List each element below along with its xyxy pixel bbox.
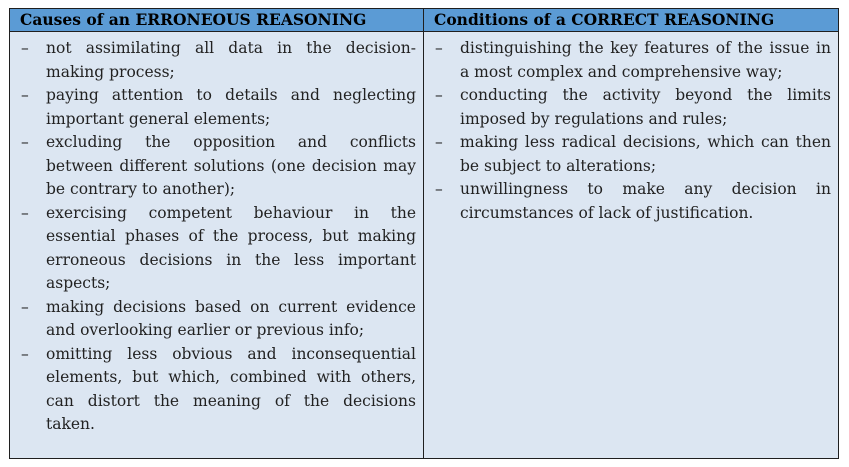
dash-bullet: – — [435, 39, 443, 57]
correct-conditions-list — [433, 37, 831, 225]
erroneous-causes-list — [19, 37, 416, 437]
list-item — [19, 84, 416, 131]
list-item-text: omitting less obvious and inconsequential elements, but which, combined with others, can distort the meaning of the decisions taken. — [46, 344, 416, 433]
header-erroneous-reasoning: Causes of an ERRONEOUS REASONING — [10, 9, 424, 32]
list-item-text: conducting the activity beyond the limits imposed by regulations and rules; — [460, 86, 831, 128]
list-item-text: making less radical decisions, which can then be subject to alterations; — [460, 133, 831, 175]
dash-bullet: – — [435, 180, 443, 198]
list-item-text: making decisions based on current evidence and overlooking earlier or previous info; — [46, 297, 416, 339]
list-item — [433, 84, 831, 131]
table-header-row — [10, 9, 839, 32]
dash-bullet: – — [21, 86, 29, 104]
list-item — [19, 202, 416, 296]
list-item — [433, 131, 831, 178]
dash-bullet: – — [21, 203, 29, 222]
list-item-text: distinguishing the key features of the issue in a most complex and comprehensive way; — [460, 39, 831, 81]
list-item — [19, 296, 416, 343]
correct-conditions-cell — [424, 32, 839, 459]
list-item-text: not assimilating all data in the decision-making process; — [46, 39, 416, 81]
dash-bullet: – — [435, 133, 443, 151]
list-item-text: paying attention to details and neglecting important general elements; — [46, 86, 416, 128]
list-item — [433, 37, 831, 84]
dash-bullet: – — [21, 133, 29, 151]
reasoning-comparison-table — [9, 8, 839, 459]
dash-bullet: – — [21, 344, 29, 363]
list-item — [19, 37, 416, 84]
table-body-row — [10, 32, 839, 459]
list-item-text: excluding the opposition and conflicts between different solutions (one decision may be contrary to another); — [46, 133, 416, 198]
erroneous-causes-cell — [10, 32, 424, 459]
list-item-text: unwillingness to make any decision in circumstances of lack of justification. — [460, 180, 831, 222]
list-item — [433, 178, 831, 225]
dash-bullet: – — [21, 297, 29, 316]
dash-bullet: – — [21, 39, 29, 57]
header-correct-reasoning: Conditions of a CORRECT REASONING — [424, 9, 839, 32]
dash-bullet: – — [435, 86, 443, 104]
list-item — [19, 343, 416, 437]
list-item — [19, 131, 416, 202]
list-item-text: exercising competent behaviour in the essential phases of the process, but making erroneous decisions in the less important aspects; — [46, 203, 416, 292]
